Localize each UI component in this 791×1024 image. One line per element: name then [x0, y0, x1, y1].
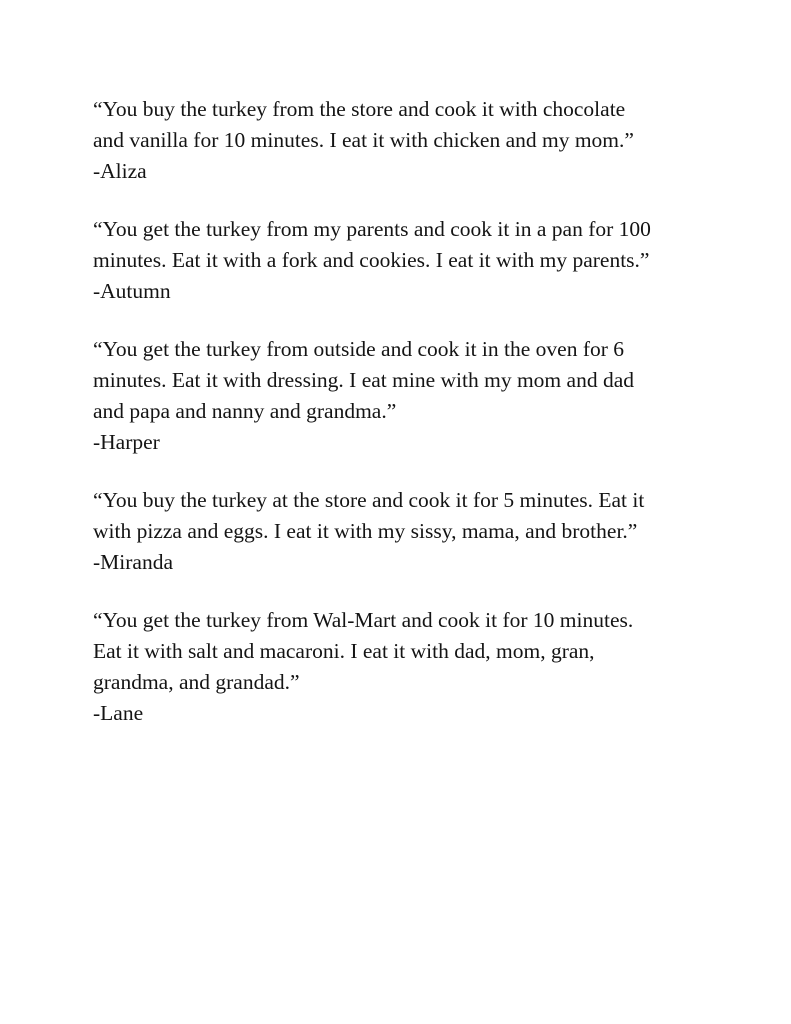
quote-entry-aliza: [93, 94, 733, 187]
quote-line: grandma, and grandad.”: [93, 670, 300, 694]
quote-line: “You buy the turkey from the store and cook it with chocolate: [93, 97, 626, 121]
quote-author: -Aliza: [93, 159, 147, 183]
quote-author: -Autumn: [93, 279, 171, 303]
quote-entry-autumn: [93, 214, 733, 307]
quote-text: [93, 94, 733, 156]
quote-entry-miranda: [93, 485, 733, 578]
quote-entry-lane: [93, 605, 733, 729]
quote-entry-harper: [93, 334, 733, 458]
quote-line: “You get the turkey from my parents and cook it in a pan for 100: [93, 217, 651, 241]
quote-line: Eat it with salt and macaroni. I eat it with dad, mom, gran,: [93, 639, 595, 663]
quote-author: -Miranda: [93, 550, 173, 574]
quote-text: [93, 485, 733, 547]
quote-line: minutes. Eat it with dressing. I eat mine with my mom and dad: [93, 368, 634, 392]
quote-author: -Harper: [93, 430, 160, 454]
quote-line: “You buy the turkey at the store and cook it for 5 minutes. Eat it: [93, 488, 645, 512]
quote-line: minutes. Eat it with a fork and cookies. I eat it with my parents.”: [93, 248, 650, 272]
quote-author: -Lane: [93, 701, 144, 725]
quote-line: and papa and nanny and grandma.”: [93, 399, 397, 423]
quote-text: [93, 605, 733, 698]
quote-line: “You get the turkey from Wal-Mart and cook it for 10 minutes.: [93, 608, 634, 632]
document-page: [93, 94, 733, 756]
quote-line: and vanilla for 10 minutes. I eat it with chicken and my mom.”: [93, 128, 634, 152]
quote-text: [93, 334, 733, 427]
quote-line: “You get the turkey from outside and cook it in the oven for 6: [93, 337, 625, 361]
quote-line: with pizza and eggs. I eat it with my sissy, mama, and brother.”: [93, 519, 638, 543]
quote-text: [93, 214, 733, 276]
